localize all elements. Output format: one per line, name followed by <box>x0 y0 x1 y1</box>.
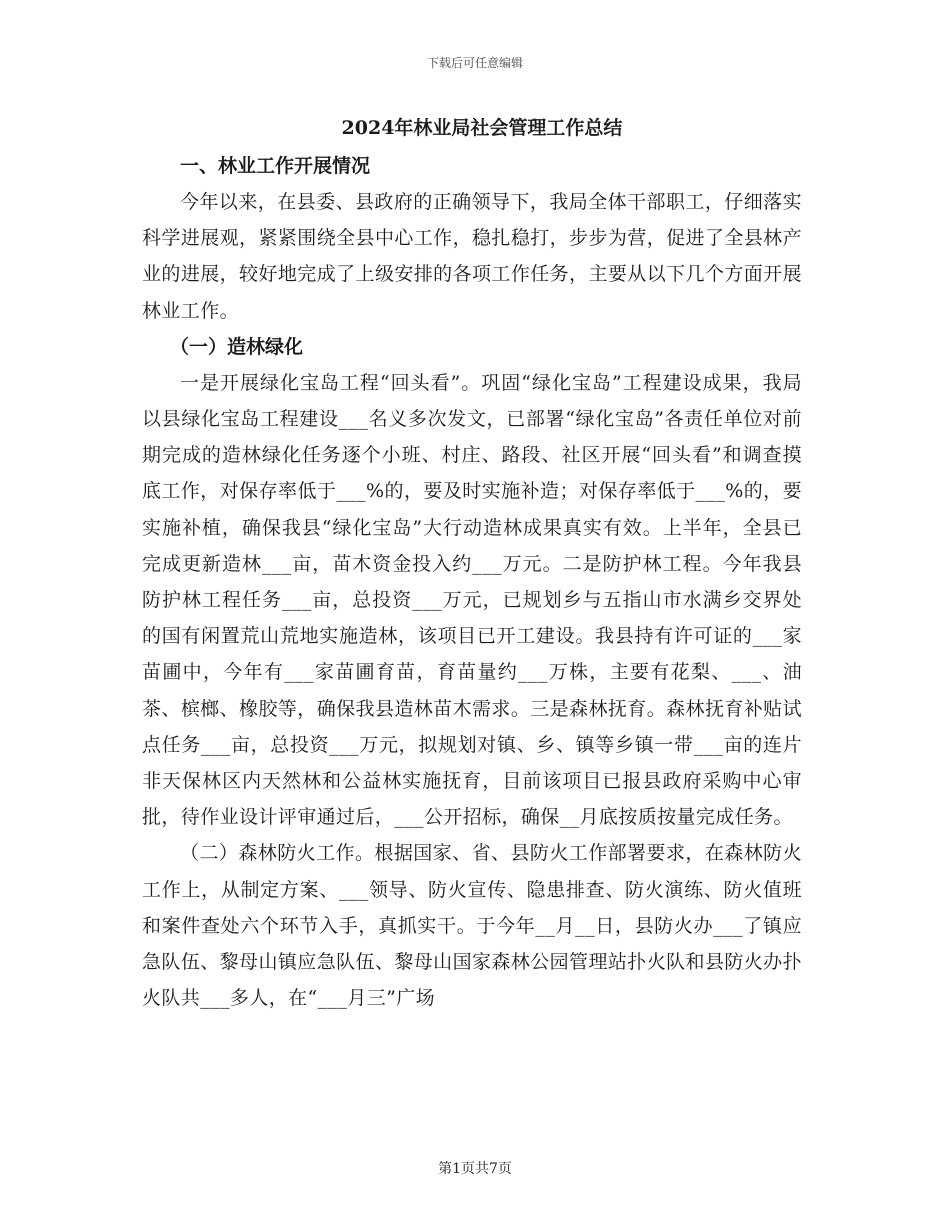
paragraph-intro: 今年以来，在县委、县政府的正确领导下，我局全体干部职工，仔细落实科学进展观，紧紧围绕全县中心工作，稳扎稳打，步步为营，促进了全县林产业的进展，较好地完成了上级安排的各项工作任务，主要从以下几个方面开展林业工作。 <box>142 191 802 322</box>
subsection-heading-1: （一）造林绿化 <box>170 335 304 358</box>
section-heading-1: 一、林业工作开展情况 <box>180 155 371 177</box>
paragraph-fire-prevention: （二）森林防火工作。根据国家、省、县防火工作部署要求，在森林防火工作上，从制定方案、___领导、防火宣传、隐患排查、防火演练、防火值班和案件查处六个环节入手，真抓实干。于今年__月__日，县防火办___了镇应急队伍、黎母山镇应急队伍、黎母山国家森林公园管理站扑火队和县防火办扑火队共___多人，在“___月三”广场 <box>142 842 802 1010</box>
page-number: 第1页共7页 <box>438 1161 512 1177</box>
paragraph-afforestation: 一是开展绿化宝岛工程“回头看”。巩固“绿化宝岛”工程建设成果，我局以县绿化宝岛工程建设___名义多次发文，已部署“绿化宝岛”各责任单位对前期完成的造林绿化任务逐个小班、村庄、路段、社区开展“回头看”和调查摸底工作，对保存率低于___%的，要及时实施补造；对保存率低于___%的，要实施补植，确保我县“绿化宝岛”大行动造林成果真实有效。上半年，全县已完成更新造林___亩，苗木资金投入约___万元。二是防护林工程。今年我县防护林工程任务___亩，总投资___万元，已规划乡与五指山市水满乡交界处的国有闲置荒山荒地实施造林，该项目已开工建设。我县持有许可证的___家苗圃中，今年有___家苗圃育苗，育苗量约___万株，主要有花梨、___、油茶、槟榔、橡胶等，确保我县造林苗木需求。三是森林抚育。森林抚育补贴试点任务___亩，总投资___万元，拟规划对镇、乡、镇等乡镇一带___亩的连片非天保林区内天然林和公益林实施抚育，目前该项目已报县政府采购中心审批，待作业设计评审通过后，___公开招标，确保__月底按质按量完成任务。 <box>142 371 802 829</box>
document-title: 2024年林业局社会管理工作总结 <box>341 117 623 139</box>
header-note: 下载后可任意编辑 <box>426 56 523 70</box>
document-body <box>142 112 802 1016</box>
